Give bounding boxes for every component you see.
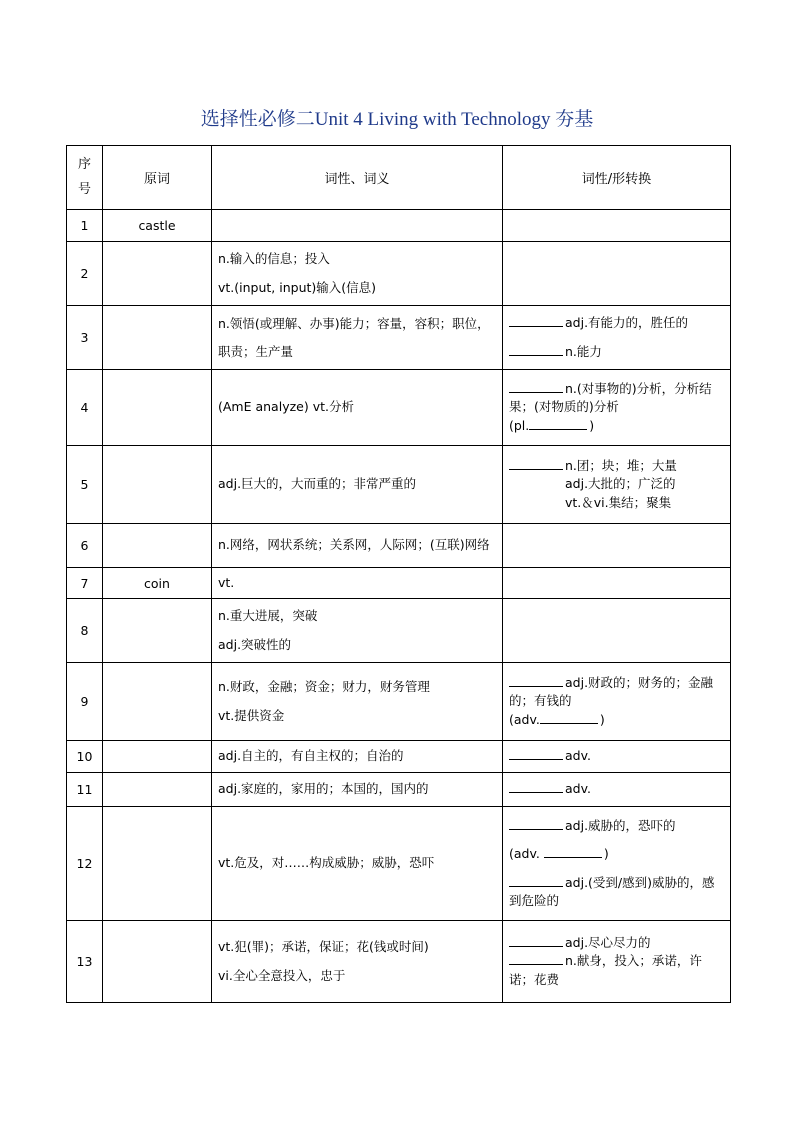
forms-cell xyxy=(503,306,731,370)
meaning-line: adj.突破性的 xyxy=(218,636,292,652)
fill-blank[interactable] xyxy=(509,457,563,470)
original-word: coin xyxy=(103,568,212,599)
table-row xyxy=(67,242,731,306)
row-number: 10 xyxy=(67,741,103,773)
row-number: 2 xyxy=(67,242,103,306)
meaning-line: adj.自主的，有自主权的；自治的 xyxy=(218,748,404,764)
meaning-line: vt.犯(罪)；承诺，保证；花(钱或时间) xyxy=(218,939,429,955)
meaning-cell[interactable] xyxy=(212,210,503,242)
table-row xyxy=(67,210,731,242)
table-row xyxy=(67,599,731,663)
original-word[interactable] xyxy=(103,741,212,773)
header-word: 原词 xyxy=(103,146,212,210)
row-number: 5 xyxy=(67,446,103,524)
table-row xyxy=(67,306,731,370)
original-word[interactable] xyxy=(103,446,212,524)
meaning-line: (AmE analyze) vt.分析 xyxy=(218,399,354,415)
forms-line: adj.(受到/感到)威胁的，感到危险的 xyxy=(509,874,715,908)
forms-line: adv. xyxy=(509,747,724,765)
fill-blank[interactable] xyxy=(509,314,563,327)
meaning-cell xyxy=(212,306,503,370)
original-word: castle xyxy=(103,210,212,242)
forms-line: (adv. ) xyxy=(509,846,609,862)
table-row xyxy=(67,524,731,568)
meaning-cell xyxy=(212,741,503,773)
meaning-line: vt.(input, input)输入(信息) xyxy=(218,279,377,295)
row-number: 11 xyxy=(67,773,103,807)
table-row xyxy=(67,741,731,773)
forms-line: adv. xyxy=(509,780,724,798)
row-number: 8 xyxy=(67,599,103,663)
forms-line: (adv. ) xyxy=(509,711,605,727)
original-word[interactable] xyxy=(103,524,212,568)
fill-blank[interactable] xyxy=(509,343,563,356)
original-word[interactable] xyxy=(103,773,212,807)
meaning-cell xyxy=(212,242,503,306)
forms-cell xyxy=(503,773,731,807)
meaning-cell xyxy=(212,663,503,741)
meaning-line: vi.全心全意投入，忠于 xyxy=(218,967,346,983)
forms-line: n.(对事物的)分析，分析结果；(对物质的)分析 xyxy=(509,381,712,415)
forms-line: n.团；块；堆；大量 xyxy=(509,457,724,475)
fill-blank[interactable] xyxy=(509,817,563,830)
fill-blank[interactable] xyxy=(509,674,563,687)
meaning-cell xyxy=(212,921,503,1003)
forms-cell[interactable] xyxy=(503,210,731,242)
fill-blank[interactable] xyxy=(509,934,563,947)
meaning-line: vt.提供资金 xyxy=(218,707,285,723)
forms-cell xyxy=(503,663,731,741)
meaning-cell xyxy=(212,599,503,663)
table-row xyxy=(67,446,731,524)
header-num: 序号 xyxy=(67,146,103,210)
forms-line: (pl. ) xyxy=(509,417,595,433)
row-number: 13 xyxy=(67,921,103,1003)
meaning-cell xyxy=(212,370,503,446)
forms-cell xyxy=(503,370,731,446)
fill-blank[interactable] xyxy=(529,417,587,430)
table-header-row xyxy=(67,146,731,210)
forms-cell[interactable] xyxy=(503,568,731,599)
meaning-line: adj.巨大的，大而重的；非常严重的 xyxy=(218,476,417,492)
row-number: 6 xyxy=(67,524,103,568)
row-number: 9 xyxy=(67,663,103,741)
original-word[interactable] xyxy=(103,921,212,1003)
forms-cell xyxy=(503,807,731,921)
table-row xyxy=(67,921,731,1003)
meaning-cell xyxy=(212,524,503,568)
forms-line: adj.大批的；广泛的 xyxy=(565,476,676,492)
table-row xyxy=(67,663,731,741)
original-word[interactable] xyxy=(103,807,212,921)
forms-line: vt.＆vi.集结；聚集 xyxy=(565,494,672,510)
forms-cell xyxy=(503,741,731,773)
header-meaning: 词性、词义 xyxy=(212,146,503,210)
meaning-cell xyxy=(212,446,503,524)
forms-line: adj.威胁的，恐吓的 xyxy=(509,817,724,835)
original-word[interactable] xyxy=(103,370,212,446)
original-word[interactable] xyxy=(103,306,212,370)
fill-blank[interactable] xyxy=(509,874,563,887)
page-title: 选择性必修二Unit 4 Living with Technology 夯基 xyxy=(200,109,594,130)
original-word[interactable] xyxy=(103,663,212,741)
forms-line: adj.财政的；财务的；金融的；有钱的 xyxy=(509,675,714,709)
header-forms: 词性/形转换 xyxy=(503,146,731,210)
meaning-cell[interactable] xyxy=(212,568,503,599)
forms-line: adj.有能力的，胜任的 xyxy=(509,314,724,332)
meaning-line: n.重大进展，突破 xyxy=(218,608,318,624)
table-row xyxy=(67,773,731,807)
original-word[interactable] xyxy=(103,242,212,306)
row-number: 1 xyxy=(67,210,103,242)
fill-blank[interactable] xyxy=(540,711,598,724)
meaning-cell xyxy=(212,773,503,807)
fill-blank[interactable] xyxy=(509,380,563,393)
meaning-line: n.网络，网状系统；关系网，人际网；(互联)网络 xyxy=(218,537,490,553)
forms-line: n.献身，投入；承诺，许诺；花费 xyxy=(509,953,702,987)
row-number: 4 xyxy=(67,370,103,446)
fill-blank[interactable] xyxy=(509,780,563,793)
vocabulary-table xyxy=(66,145,731,1003)
fill-blank[interactable] xyxy=(509,747,563,760)
forms-cell[interactable] xyxy=(503,599,731,663)
fill-blank[interactable] xyxy=(509,952,563,965)
fill-blank[interactable] xyxy=(544,845,602,858)
forms-cell[interactable] xyxy=(503,524,731,568)
forms-line: adj.尽心尽力的 xyxy=(509,934,724,952)
meaning-line: vt.危及，对……构成威胁；威胁，恐吓 xyxy=(218,855,435,871)
row-number: 7 xyxy=(67,568,103,599)
meaning-line: n.输入的信息；投入 xyxy=(218,251,330,267)
meaning-line: vt. xyxy=(218,574,235,590)
row-number: 12 xyxy=(67,807,103,921)
original-word[interactable] xyxy=(103,599,212,663)
table-row xyxy=(67,807,731,921)
table-row xyxy=(67,370,731,446)
forms-line: n.能力 xyxy=(509,343,724,361)
row-number: 3 xyxy=(67,306,103,370)
forms-cell xyxy=(503,921,731,1003)
meaning-cell xyxy=(212,807,503,921)
forms-cell[interactable] xyxy=(503,242,731,306)
meaning-line: n.财政，金融；资金；财力，财务管理 xyxy=(218,679,430,695)
table-row xyxy=(67,568,731,599)
meaning-line: adj.家庭的，家用的；本国的，国内的 xyxy=(218,781,429,797)
meaning-line: n.领悟(或理解、办事)能力；容量，容积；职位，职责；生产量 xyxy=(218,316,490,359)
forms-cell xyxy=(503,446,731,524)
